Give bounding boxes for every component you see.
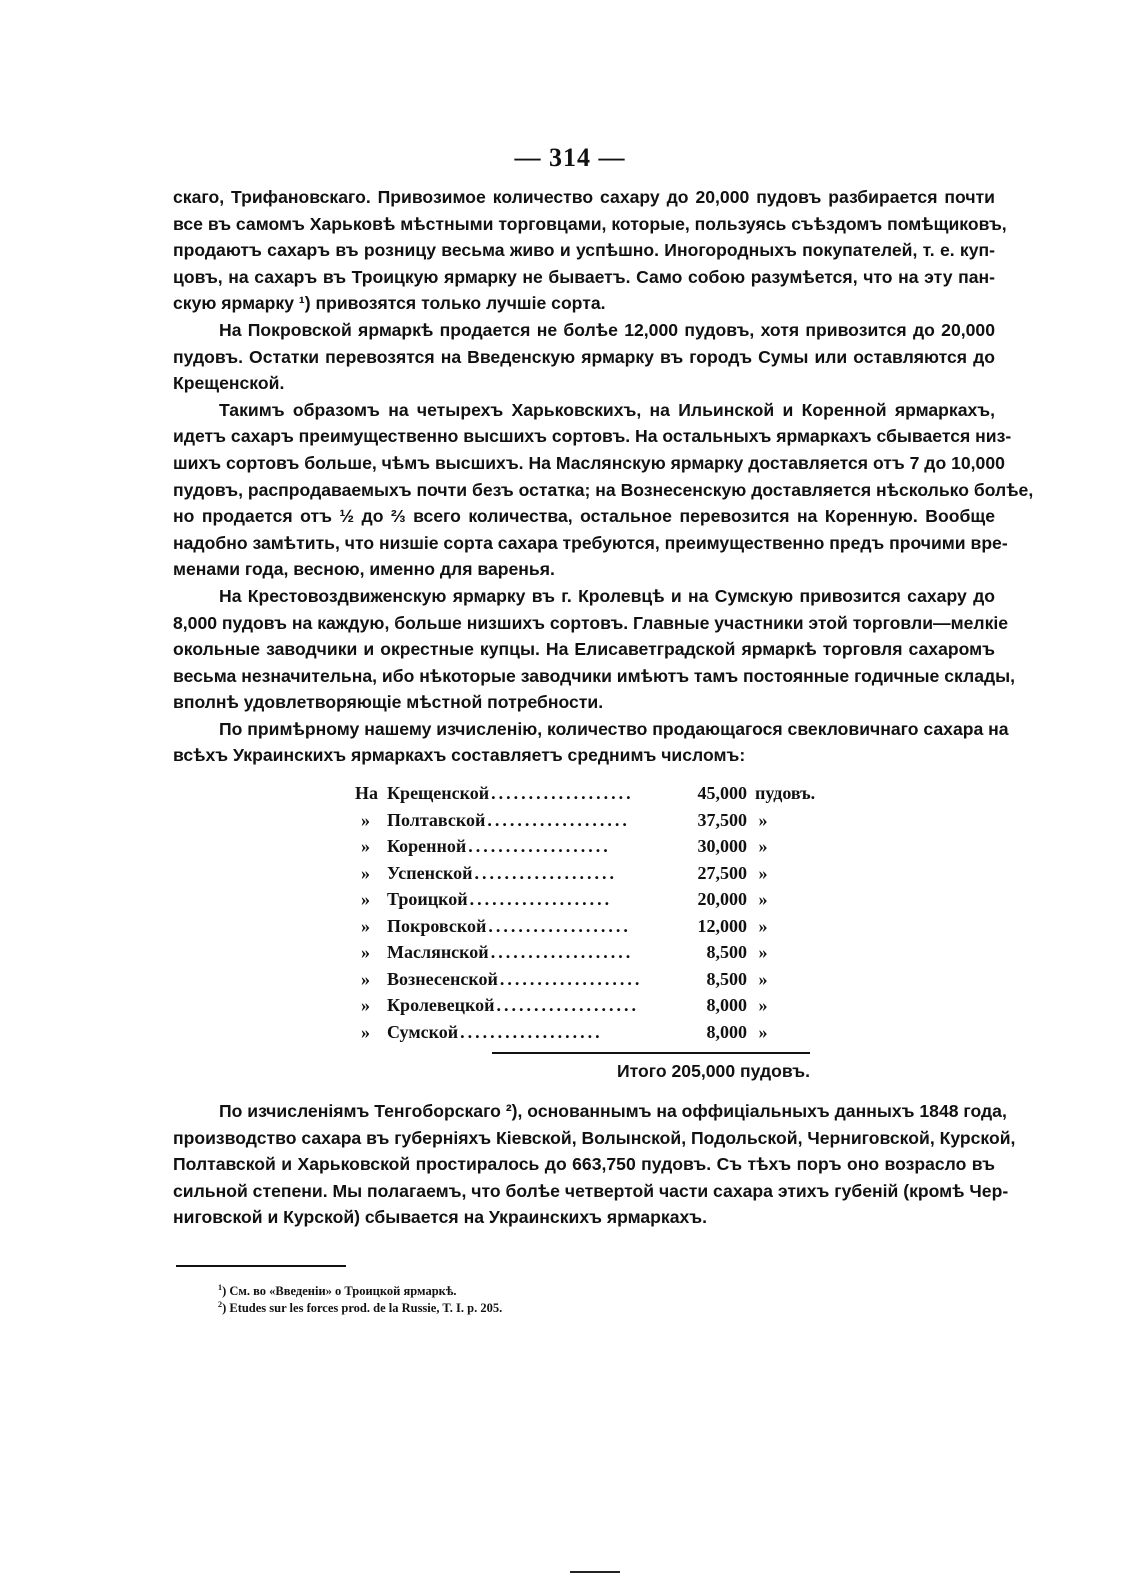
ditto-mark: »	[758, 836, 768, 856]
footnote-divider	[176, 1265, 346, 1267]
body-text-top	[173, 184, 1034, 769]
text-line: вполнѣ удовлетворяющіе мѣстной потребности.	[173, 692, 604, 713]
text-line: скаго, Трифановскаго. Привозимое количество сахару до 20,000 пудовъ разбирается почти	[173, 187, 995, 207]
footnote-marker: 1	[218, 1282, 223, 1292]
row-prefix: На	[355, 783, 379, 803]
quantity-value: 37,500	[697, 809, 747, 830]
text-line: окольные заводчики и окрестные купцы. На Елисаветградской ярмаркѣ торговля сахаромъ	[173, 639, 995, 660]
text-line: цовъ, на сахаръ въ Троицкую ярмарку не бываетъ. Само собою разумѣется, что на эту пан-	[173, 266, 995, 287]
unit-label: пудовъ.	[755, 783, 816, 803]
text-line: По изчисленіямъ Тенгоборскаго ²), основаннымъ на оффиціальныхъ данныхъ 1848 года,	[219, 1101, 1007, 1121]
table-row	[355, 810, 825, 837]
leader-dots: ...................	[499, 968, 643, 989]
text-line: пудовъ. Остатки перевозятся на Введенскую ярмарку въ городъ Сумы или оставляются до	[173, 346, 995, 367]
text-line: На Крестовоздвиженскую ярмарку въ г. Кролевцѣ и на Сумскую привозится сахару до	[219, 585, 995, 606]
ditto-mark: »	[361, 809, 370, 830]
ditto-mark: »	[361, 889, 370, 909]
text-line: идетъ сахаръ преимущественно высшихъ сортовъ. На остальныхъ ярмаркахъ сбывается низ-	[173, 426, 1012, 447]
quantity-value: 8,500	[706, 968, 747, 989]
table-row	[355, 969, 825, 996]
text-line: 8,000 пудовъ на каждую, больше низшихъ сортовъ. Главные участники этой торговли—мелкіе	[173, 612, 1009, 633]
leader-dots: ...................	[490, 942, 634, 962]
table-row	[355, 916, 825, 943]
fair-name: Полтавской	[387, 809, 486, 830]
quantity-value: 27,500	[697, 862, 747, 883]
quantity-value: 8,000	[706, 995, 747, 1015]
footnote-1	[218, 1283, 502, 1300]
fair-name: Коренной	[387, 836, 467, 856]
leader-dots: ...................	[469, 889, 613, 909]
leader-dots: ...................	[488, 915, 631, 936]
ditto-mark: »	[758, 862, 768, 883]
table-row	[355, 863, 825, 890]
ditto-mark: »	[758, 968, 768, 989]
quantity-value: 20,000	[697, 889, 747, 909]
ditto-mark: »	[361, 968, 370, 989]
table-row	[355, 889, 825, 916]
ditto-mark: »	[758, 1021, 768, 1042]
ditto-mark: »	[361, 862, 370, 883]
text-line: скую ярмарку ¹) привозятся только лучшіе сорта.	[173, 293, 606, 314]
footnote-marker: 2	[218, 1299, 223, 1309]
quantity-value: 30,000	[697, 836, 747, 856]
leader-dots: ...................	[496, 995, 639, 1015]
table-row	[355, 1022, 825, 1049]
leader-dots: ...................	[468, 836, 611, 856]
ditto-mark: »	[758, 809, 768, 830]
ditto-mark: »	[758, 915, 768, 936]
text-line: всѣхъ Украинскихъ ярмаркахъ составляетъ среднимъ числомъ:	[173, 745, 746, 766]
ditto-mark: »	[361, 1021, 370, 1042]
text-line: По примѣрному нашему изчисленію, количество продающагося свекловичнаго сахара на	[219, 718, 1009, 739]
leader-dots: ...................	[491, 783, 634, 803]
fair-name: Сумской	[387, 1021, 459, 1042]
table-row	[355, 995, 825, 1022]
page-bottom-rule	[570, 1571, 620, 1573]
footnotes	[218, 1283, 502, 1317]
text-line: На Покровской ярмаркѣ продается не болѣе 12,000 пудовъ, хотя привозится до 20,000	[219, 319, 995, 340]
fair-name: Покровской	[387, 915, 487, 936]
quantity-value: 8,000	[706, 1021, 747, 1042]
text-line: сильной степени. Мы полагаемъ, что болѣе четвертой части сахара этихъ губеній (кромѣ Чер-	[173, 1180, 1009, 1201]
fair-name: Успенской	[387, 862, 473, 883]
footnote-text: ) См. во «Введеніи» о Троицкой ярмаркѣ.	[222, 1284, 457, 1298]
ditto-mark: »	[361, 915, 370, 936]
fair-name: Кролевецкой	[387, 995, 495, 1015]
body-text-bottom	[173, 1098, 1016, 1231]
text-line: весьма незначительна, ибо нѣкоторые заводчики имѣютъ тамъ постоянные годичные склады,	[173, 665, 1016, 686]
ditto-mark: »	[758, 889, 768, 909]
leader-dots: ...................	[487, 809, 630, 830]
table-total: Итого 205,000 пудовъ.	[617, 1061, 810, 1081]
table-row	[355, 836, 825, 863]
text-line: все въ самомъ Харьковѣ мѣстными торговцами, которые, пользуясь съѣздомъ помѣщиковъ,	[173, 213, 1007, 234]
ditto-mark: »	[361, 942, 370, 962]
text-line: Крещенской.	[173, 373, 285, 394]
quantity-value: 12,000	[697, 915, 747, 936]
ditto-mark: »	[758, 995, 768, 1015]
text-line: ниговской и Курской) сбывается на Украинскихъ ярмаркахъ.	[173, 1207, 708, 1228]
ditto-mark: »	[361, 836, 370, 856]
sugar-sales-table	[355, 783, 825, 1048]
text-line: надобно замѣтить, что низшіе сорта сахара требуются, преимущественно предъ прочими вре-	[173, 532, 1008, 553]
quantity-value: 8,500	[706, 942, 747, 962]
table-row	[355, 783, 825, 810]
text-line: менами года, весною, именно для варенья.	[173, 559, 555, 580]
fair-name: Вознесенской	[387, 968, 498, 989]
text-line: шихъ сортовъ больше, чѣмъ высшихъ. На Маслянскую ярмарку доставляется отъ 7 до 10,000	[173, 452, 1005, 473]
fair-name: Крещенской	[387, 783, 490, 803]
footnote-2	[218, 1300, 502, 1317]
text-line: Полтавской и Харьковской простиралось до 663,750 пудовъ. Съ тѣхъ поръ оно возрасло въ	[173, 1154, 995, 1175]
quantity-value: 45,000	[697, 783, 747, 803]
text-line: пудовъ, распродаваемыхъ почти безъ остатка; на Вознесенскую доставляется нѣсколько болѣе,	[173, 479, 1034, 500]
text-line: Такимъ образомъ на четырехъ Харьковскихъ, на Ильинской и Коренной ярмаркахъ,	[219, 399, 995, 420]
text-line: но продается отъ ½ до ⅔ всего количества, остальное перевозится на Коренную. Вообще	[173, 506, 995, 527]
table-row	[355, 942, 825, 969]
ditto-mark: »	[361, 995, 370, 1015]
footnote-text: ) Etudes sur les forces prod. de la Russie, T. I. p. 205.	[222, 1301, 503, 1315]
ditto-mark: »	[758, 942, 768, 962]
fair-name: Маслянской	[387, 942, 489, 962]
total-divider	[492, 1052, 810, 1054]
leader-dots: ...................	[474, 862, 617, 883]
text-line: производство сахара въ губерніяхъ Кіевской, Волынской, Подольской, Черниговской, Курской,	[173, 1127, 1016, 1148]
page-number: — 314 —	[514, 143, 626, 172]
leader-dots: ...................	[460, 1021, 603, 1042]
text-line: продаютъ сахаръ въ розницу весьма живо и успѣшно. Иногородныхъ покупателей, т. е. куп-	[173, 240, 995, 261]
fair-name: Троицкой	[387, 889, 468, 909]
